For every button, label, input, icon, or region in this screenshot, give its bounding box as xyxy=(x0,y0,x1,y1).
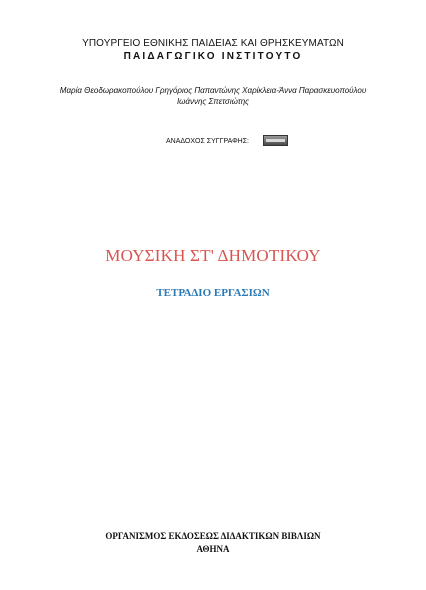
book-title: ΜΟΥΣΙΚΗ ΣΤ' ΔΗΜΟΤΙΚΟΥ xyxy=(105,246,321,265)
book-subtitle: ΤΕΤΡΑΔΙΟ ΕΡΓΑΣΙΩΝ xyxy=(156,287,270,299)
publisher-logo-icon xyxy=(263,135,288,146)
publisher-organization: ΟΡΓΑΝΙΣΜΟΣ ΕΚΔΟΣΕΩΣ ΔΙΔΑΚΤΙΚΩΝ ΒΙΒΛΙΩΝ xyxy=(105,531,321,541)
publisher-city: ΑΘΗΝΑ xyxy=(196,544,230,554)
authors-line-1: Μαρία Θεοδωρακοπούλου Γρηγόριος Παπαντώνης Χαρίκλεια-Άννα Παρασκευοπούλου xyxy=(59,86,367,95)
institute-heading: ΠΑΙΔΑΓΩΓΙΚΟ ΙΝΣΤΙΤΟΥΤΟ xyxy=(123,51,303,62)
authors-line-2: Ιωάννης Σπετσιώτης xyxy=(176,97,250,106)
ministry-heading: ΥΠΟΥΡΓΕΙΟ ΕΘΝΙΚΗΣ ΠΑΙΔΕΙΑΣ ΚΑΙ ΘΡΗΣΚΕΥΜΑΤΩΝ xyxy=(82,38,344,49)
contractor-label: ΑΝΑΔΟΧΟΣ ΣΥΓΓΡΑΦΗΣ: xyxy=(166,138,249,145)
